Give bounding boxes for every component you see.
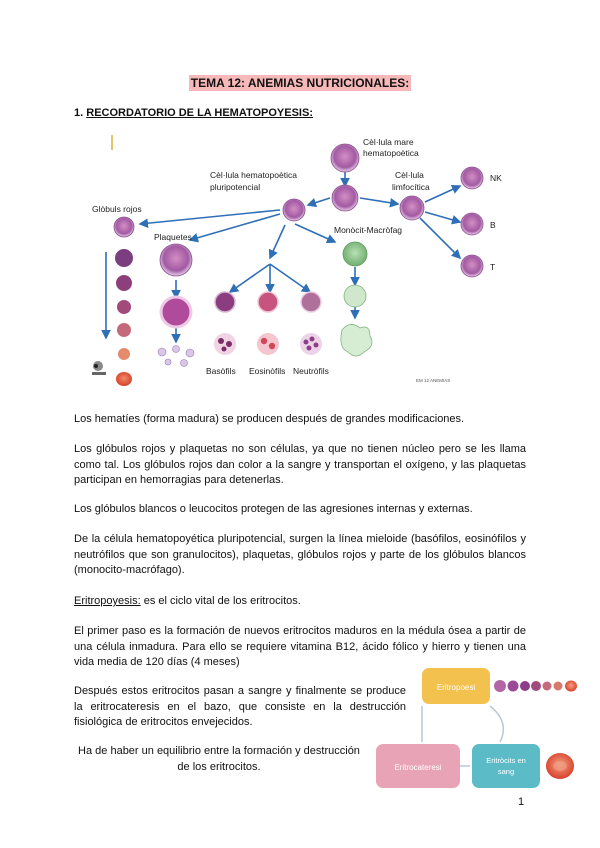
eritropoyesis-term: Eritropoyesis: xyxy=(74,595,141,607)
paragraph-7: Después estos eritrocitos pasan a sangre y finalmente se produce la eritrocateresis en el bazo, que consiste en la destrucción fisiológica de eritrocitos envejecidos. xyxy=(74,685,406,728)
lymphoid-label-line1: Cèl·lula xyxy=(395,170,424,180)
lymphoid-progenitor xyxy=(400,196,424,220)
paragraph-5 xyxy=(74,594,526,610)
erythrocyte xyxy=(116,372,132,386)
t-cell xyxy=(461,255,483,277)
eosinophils-label: Eosinòfils xyxy=(249,366,286,376)
page-title xyxy=(0,74,600,92)
pluripotent-cell xyxy=(332,185,358,211)
section-heading xyxy=(74,107,313,119)
macrophage-icon xyxy=(92,361,106,375)
eosinophil-precursor xyxy=(258,292,278,312)
stem-cell xyxy=(331,144,359,172)
nk-label: NK xyxy=(490,173,502,183)
pluripotent-label-line1: Cèl·lula hematopoètica xyxy=(210,170,297,180)
red-cells-label: Glòbuls rojos xyxy=(92,204,142,214)
hematopoiesis-diagram xyxy=(80,130,530,392)
diagram-credit: EM 12 ANEMIAS xyxy=(416,378,451,383)
blood-box xyxy=(472,744,540,788)
t-label: T xyxy=(490,262,496,272)
erythrocyte-cycle-diagram xyxy=(370,662,585,792)
page-number: 1 xyxy=(518,796,525,808)
b-cell xyxy=(461,213,483,235)
title-text: TEMA 12: ANEMIAS NUTRICIONALES: xyxy=(190,76,410,90)
paragraph-8: Ha de haber un equilibrio entre la formación y destrucción de los eritrocitos. xyxy=(78,745,360,773)
macrophage xyxy=(341,324,372,356)
paragraph-4: De la célula hematopoyética pluripotencial, surgen la línea mieloide (basófilos, eosinófilos y neutrófilos que son granulocitos), plaquetas, glóbulos rojos y parte de los glóbulos blancos (monocito-macrófago). xyxy=(74,533,526,576)
stem-cell-label-line1: Cèl·lula mare xyxy=(363,137,414,147)
blood-label-line1: Eritròcits en xyxy=(486,756,526,765)
eritropoesi-label: Eritropoesi xyxy=(436,683,476,692)
nk-cell xyxy=(461,167,483,189)
erythroid-cell-5 xyxy=(117,323,131,337)
neutrophil xyxy=(300,333,322,355)
basophils-label: Basòfils xyxy=(206,366,236,376)
platelets-icon xyxy=(158,346,194,367)
b-label: B xyxy=(490,220,496,230)
pluripotent-label-line2: pluripotencial xyxy=(210,182,261,192)
erythroid-cell-1 xyxy=(114,217,134,237)
myeloid-progenitor xyxy=(283,199,305,221)
neutrophil-precursor xyxy=(301,292,321,312)
lymphoid-label-line2: limfocítica xyxy=(392,182,430,192)
paragraph-6: El primer paso es la formación de nuevos eritrocitos maduros en la médula ósea a partir de una célula inmadura. Para ello se requiere vitamina B12, ácido fólico y hierro y tienen una vida media de 120 días (4 meses) xyxy=(74,625,526,668)
paragraph-3: Los glóbulos blancos o leucocitos protegen de las agresiones internas y externas. xyxy=(74,503,473,515)
stem-cell-label-line2: hematopoètica xyxy=(363,148,419,158)
section-number: 1. xyxy=(74,107,84,119)
megakaryocyte xyxy=(161,297,191,327)
platelets-label: Plaquetes xyxy=(154,232,192,242)
eosinophil xyxy=(257,333,279,355)
neutrophils-label: Neutròfils xyxy=(293,366,329,376)
megakaryoblast xyxy=(160,244,192,276)
basophil xyxy=(214,333,236,355)
paragraph-2: Los glóbulos rojos y plaquetas no son células, ya que no tienen núcleo pero se les llama como tal. Los glóbulos rojos dan color a la sangre y transportan el oxígeno, y las plaquetas participan en hemorragias para detenerlas. xyxy=(74,443,526,486)
section-label: RECORDATORIO DE LA HEMATOPOYESIS: xyxy=(86,107,313,119)
monoblast xyxy=(343,242,367,266)
erythroid-cell-6 xyxy=(118,348,130,360)
erythroid-cell-2 xyxy=(115,249,133,267)
eritrocateresi-label: Eritrocateresi xyxy=(394,763,442,772)
monocyte-label: Monòcit-Macròfag xyxy=(334,225,403,235)
basophil-precursor xyxy=(215,292,235,312)
erythroid-cell-4 xyxy=(117,300,131,314)
monocyte xyxy=(344,285,366,307)
blood-label-line2: sang xyxy=(497,767,515,776)
eritropoyesis-definition: es el ciclo vital de los eritrocitos. xyxy=(140,595,301,607)
maturing-cells-icon xyxy=(494,680,577,692)
erythroid-cell-3 xyxy=(116,275,132,291)
paragraph-1: Los hematíes (forma madura) se producen después de grandes modificaciones. xyxy=(74,413,465,425)
